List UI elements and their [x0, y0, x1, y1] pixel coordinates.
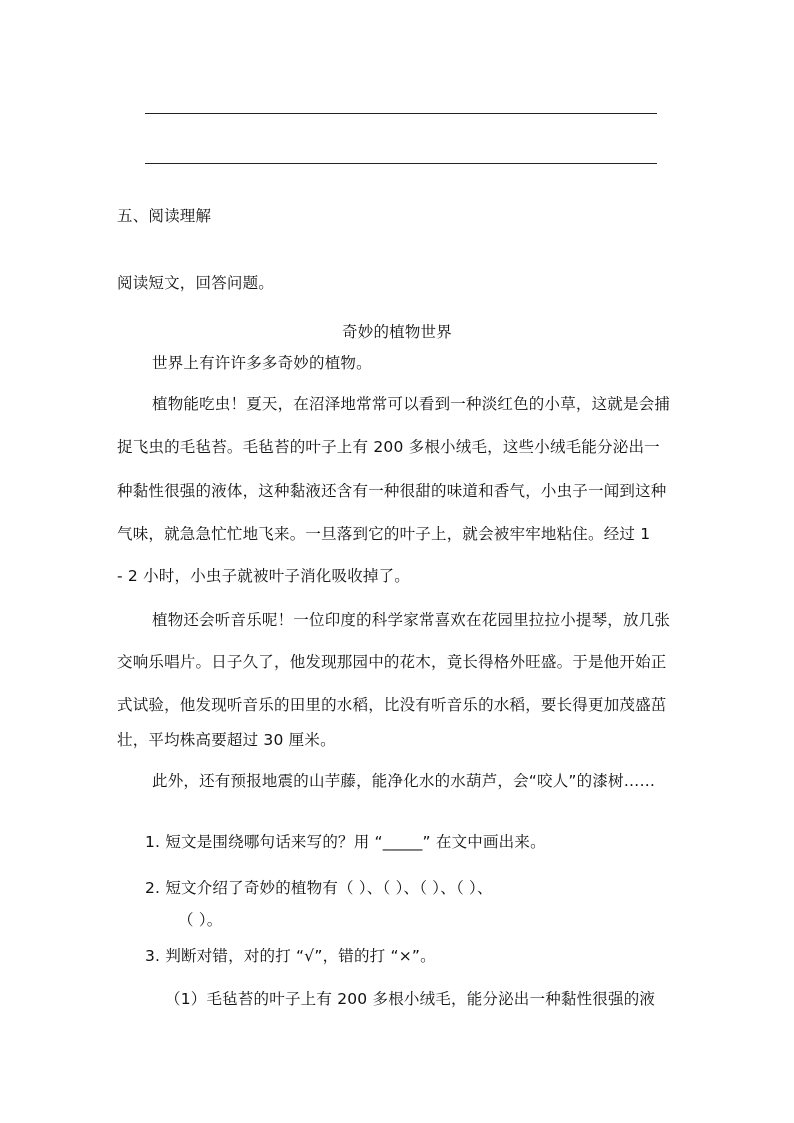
- question-3-item-1: （1）毛毡苔的叶子上有 200 多根小绒毛，能分泌出一种黏性很强的液: [165, 990, 656, 1008]
- article-line: 式试验，他发现听音乐的田里的水稻，比没有听音乐的水稻，要长得更加茂盛茁: [117, 696, 667, 714]
- answer-line: [145, 163, 657, 164]
- article-line: - 2 小时，小虫子就被叶子消化吸收掉了。: [117, 567, 411, 585]
- answer-line: [145, 113, 657, 114]
- question-2: 2. 短文介绍了奇妙的植物有（ ）、（ ）、（ ）、（ ）、: [145, 879, 493, 897]
- article-line: 壮，平均株高要超过 30 厘米。: [117, 731, 336, 749]
- article-line: 种黏性很强的液体，这种黏液还含有一种很甜的味道和香气，小虫子一闻到这种: [117, 482, 667, 500]
- article-line: 捉飞虫的毛毡苔。毛毡苔的叶子上有 200 多根小绒毛，这些小绒毛能分泌出一: [117, 438, 660, 456]
- section-title: 五、阅读理解: [117, 207, 212, 225]
- question-3: 3. 判断对错，对的打 “√”，错的打 “×”。: [145, 947, 436, 965]
- instruction-text: 阅读短文，回答问题。: [117, 274, 275, 292]
- question-2-continued: （ ）。: [178, 911, 223, 929]
- question-1: 1. 短文是围绕哪句话来写的？用 “_____” 在文中画出来。: [145, 833, 546, 851]
- article-line: 此外，还有预报地震的山芋藤，能净化水的水葫芦，会“咬人”的漆树……: [152, 772, 656, 790]
- article-line: 交响乐唱片。日子久了，他发现那园中的花木，竟长得格外旺盛。于是他开始正: [117, 653, 667, 671]
- article-line: 植物能吃虫！夏天，在沼泽地常常可以看到一种淡红色的小草，这就是会捕: [152, 395, 671, 413]
- article-line: 植物还会听音乐呢！一位印度的科学家常喜欢在花园里拉拉小提琴，放几张: [152, 611, 671, 629]
- article-line: 世界上有许许多多奇妙的植物。: [152, 354, 372, 372]
- article-line: 气味，就急急忙忙地飞来。一旦落到它的叶子上，就会被牢牢地粘住。经过 1: [117, 525, 651, 543]
- article-title: 奇妙的植物世界: [342, 323, 452, 341]
